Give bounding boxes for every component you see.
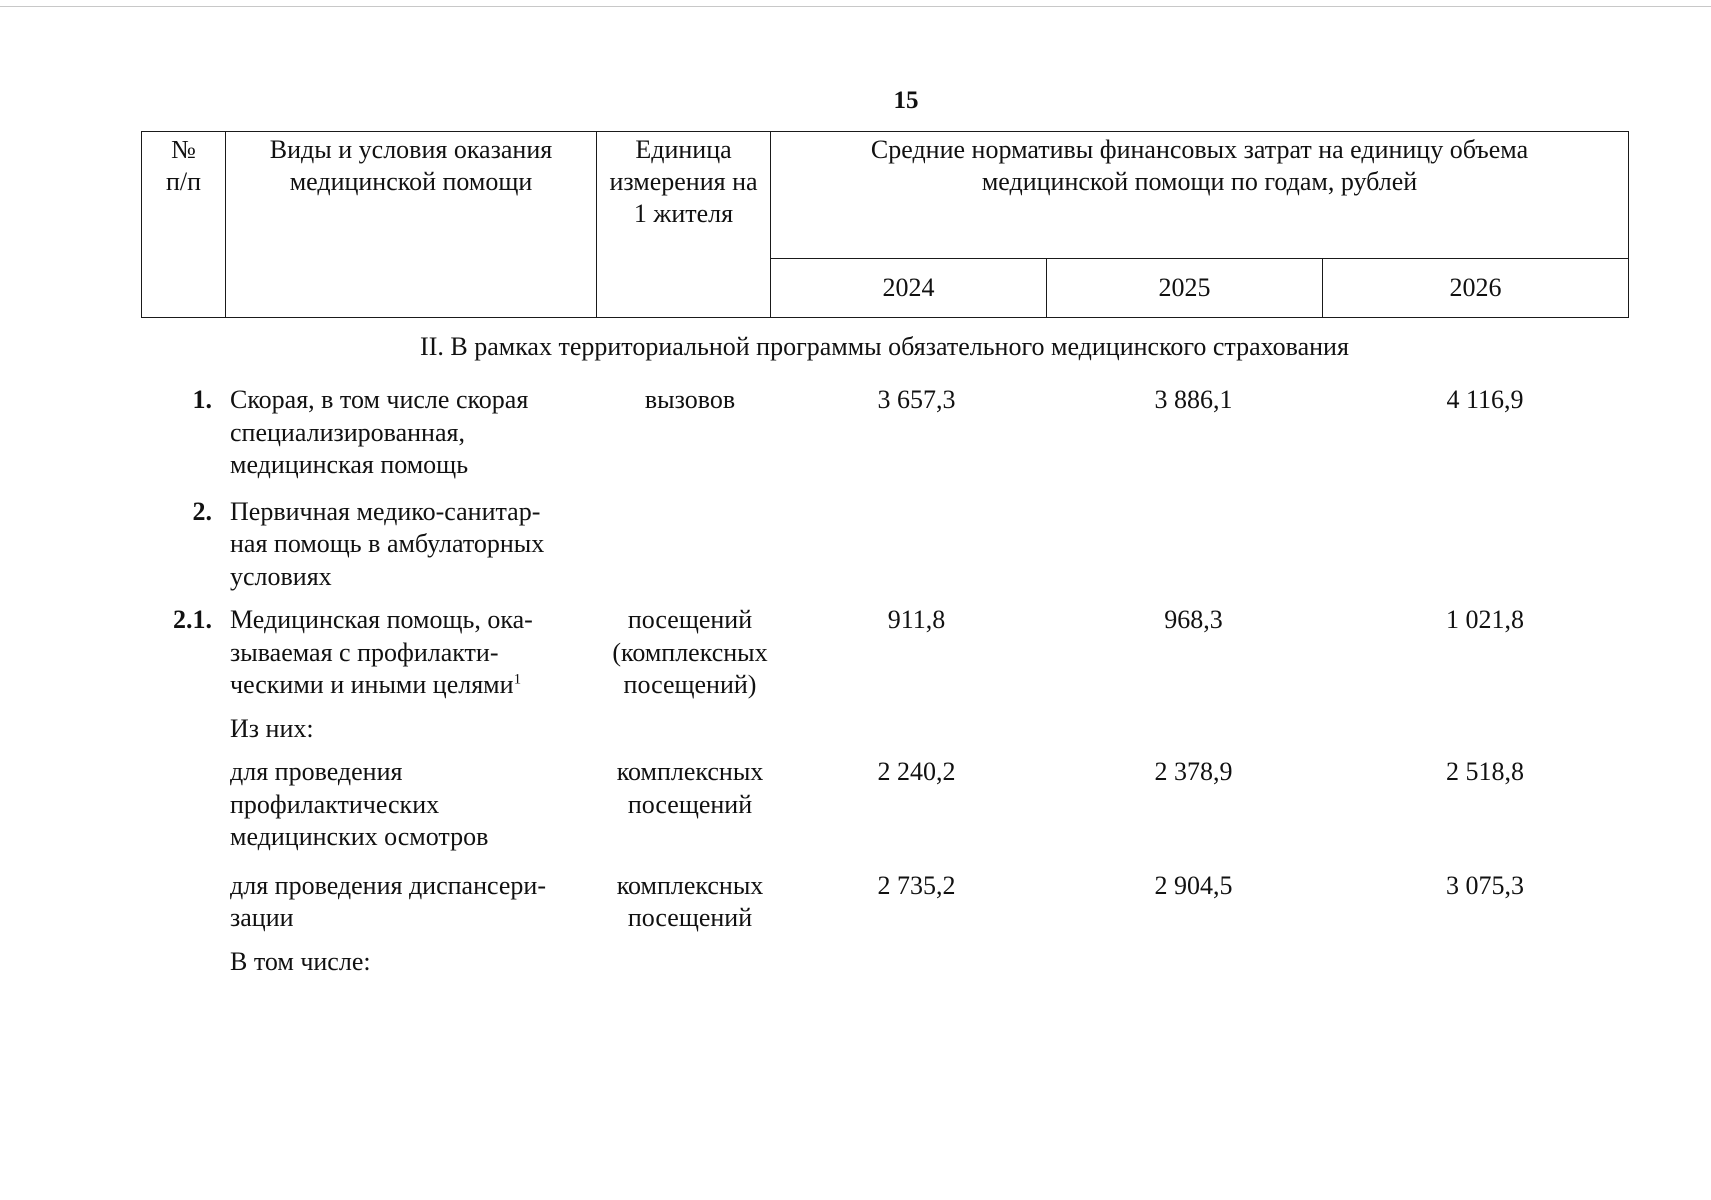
header-norms-line: медицинской помощи по годам, рублей	[981, 167, 1418, 196]
row-name-text: Первичная медико-санитар-	[230, 496, 541, 526]
header-num-cell	[142, 132, 226, 318]
row-name-text: медицинских осмотров	[230, 822, 489, 851]
row-unit	[602, 870, 778, 935]
row-name	[230, 713, 602, 746]
row-value-2024: 2 735,2	[877, 870, 956, 900]
table-row	[141, 946, 1628, 979]
row-name-text: для проведения	[230, 757, 403, 786]
row-name-text: Из них:	[230, 713, 314, 743]
header-norms-cell	[771, 132, 1629, 259]
row-name-line	[230, 789, 602, 822]
row-unit-line: посещений	[627, 903, 753, 932]
page-number: 15	[893, 87, 919, 114]
row-name-text: ная помощь в амбулаторных	[230, 529, 545, 558]
row-name-line	[230, 821, 602, 854]
section-title: II. В рамках территориальной программы обязательного медицинского страхования	[420, 332, 1349, 361]
row-unit	[602, 756, 778, 821]
row-name	[230, 496, 602, 594]
table-row	[141, 496, 1628, 594]
footnote-marker: 1	[513, 671, 522, 688]
row-name-line	[230, 417, 602, 450]
row-name-text: зации	[230, 903, 294, 932]
row-value-2026: 2 518,8	[1446, 757, 1524, 786]
row-name-text: Медицинская помощь, ока-	[230, 605, 533, 634]
header-unit-line: Единица	[635, 135, 732, 164]
row-name	[230, 384, 602, 482]
row-unit	[602, 604, 778, 702]
row-value-2025: 2 904,5	[1154, 870, 1233, 900]
row-value-2025: 968,3	[1164, 605, 1223, 634]
row-name-line	[230, 604, 602, 637]
row-value-2024: 3 657,3	[877, 385, 956, 414]
row-name-text: зываемая с профилакти-	[230, 637, 499, 667]
row-name-text: профилактических	[230, 789, 440, 819]
row-name	[230, 946, 602, 979]
row-value-2026: 1 021,8	[1446, 605, 1524, 634]
header-unit-cell	[597, 132, 771, 318]
table-row	[141, 384, 1628, 482]
row-value-2026: 3 075,3	[1446, 870, 1524, 900]
table-row	[141, 713, 1628, 746]
row-name	[230, 756, 602, 854]
row-name-line	[230, 637, 602, 670]
row-value-2024: 2 240,2	[877, 757, 956, 786]
row-value-2025: 3 886,1	[1154, 385, 1233, 414]
header-kind-line: медицинской помощи	[289, 167, 533, 196]
row-value-2025: 2 378,9	[1154, 757, 1233, 786]
row-name-line	[230, 528, 602, 561]
header-unit-line: 1 жителя	[633, 199, 734, 228]
header-unit-line: измерения на	[609, 167, 758, 196]
row-unit-line: комплексных	[616, 870, 764, 900]
header-year: 2025	[1047, 259, 1323, 318]
row-name-text: ческими и иными целями	[230, 670, 514, 699]
row-unit-line: посещений	[627, 789, 753, 819]
header-norms-line: Средние нормативы финансовых затрат на единицу объема	[870, 135, 1529, 164]
row-name-line	[230, 870, 602, 903]
row-name-text: условиях	[230, 561, 332, 591]
row-unit-line: (комплексных	[612, 637, 768, 667]
row-name-line	[230, 713, 602, 746]
header-year: 2026	[1323, 259, 1629, 318]
table-row	[141, 756, 1628, 854]
row-name-line	[230, 946, 602, 979]
table-body	[141, 384, 1628, 978]
row-unit-line: посещений	[627, 605, 753, 634]
row-unit	[602, 384, 778, 417]
header-kind-cell	[226, 132, 597, 318]
row-name-line	[230, 449, 602, 482]
row-name-line	[230, 756, 602, 789]
row-name	[230, 870, 602, 935]
header-num-line: №	[171, 135, 196, 164]
row-number: 2.	[192, 496, 212, 526]
row-value-2024: 911,8	[887, 605, 946, 634]
row-name-text: специализированная,	[230, 417, 465, 447]
table-row	[141, 870, 1628, 935]
row-unit-line: комплексных	[616, 757, 764, 786]
row-name-text: Скорая, в том числе скорая	[230, 385, 529, 414]
row-unit-line: посещений)	[623, 670, 757, 699]
row-name	[230, 604, 602, 702]
row-number: 2.1.	[173, 605, 212, 634]
row-name-line	[230, 496, 602, 529]
header-year: 2024	[771, 259, 1047, 318]
header-num-line: п/п	[165, 167, 202, 196]
table-header	[141, 131, 1629, 318]
row-name-text: медицинская помощь	[230, 450, 469, 479]
row-name-line	[230, 384, 602, 417]
row-name-text: В том числе:	[230, 946, 371, 976]
row-value-2026: 4 116,9	[1446, 385, 1524, 414]
header-kind-line: Виды и условия оказания	[269, 135, 553, 164]
table-row	[141, 604, 1628, 702]
row-name-line	[230, 669, 602, 702]
row-name-text: для проведения диспансери-	[230, 870, 546, 900]
row-name-line	[230, 561, 602, 594]
scan-top-edge	[0, 6, 1711, 7]
row-unit-line: вызовов	[644, 385, 736, 414]
row-name-line	[230, 902, 602, 935]
row-number: 1.	[192, 385, 212, 414]
